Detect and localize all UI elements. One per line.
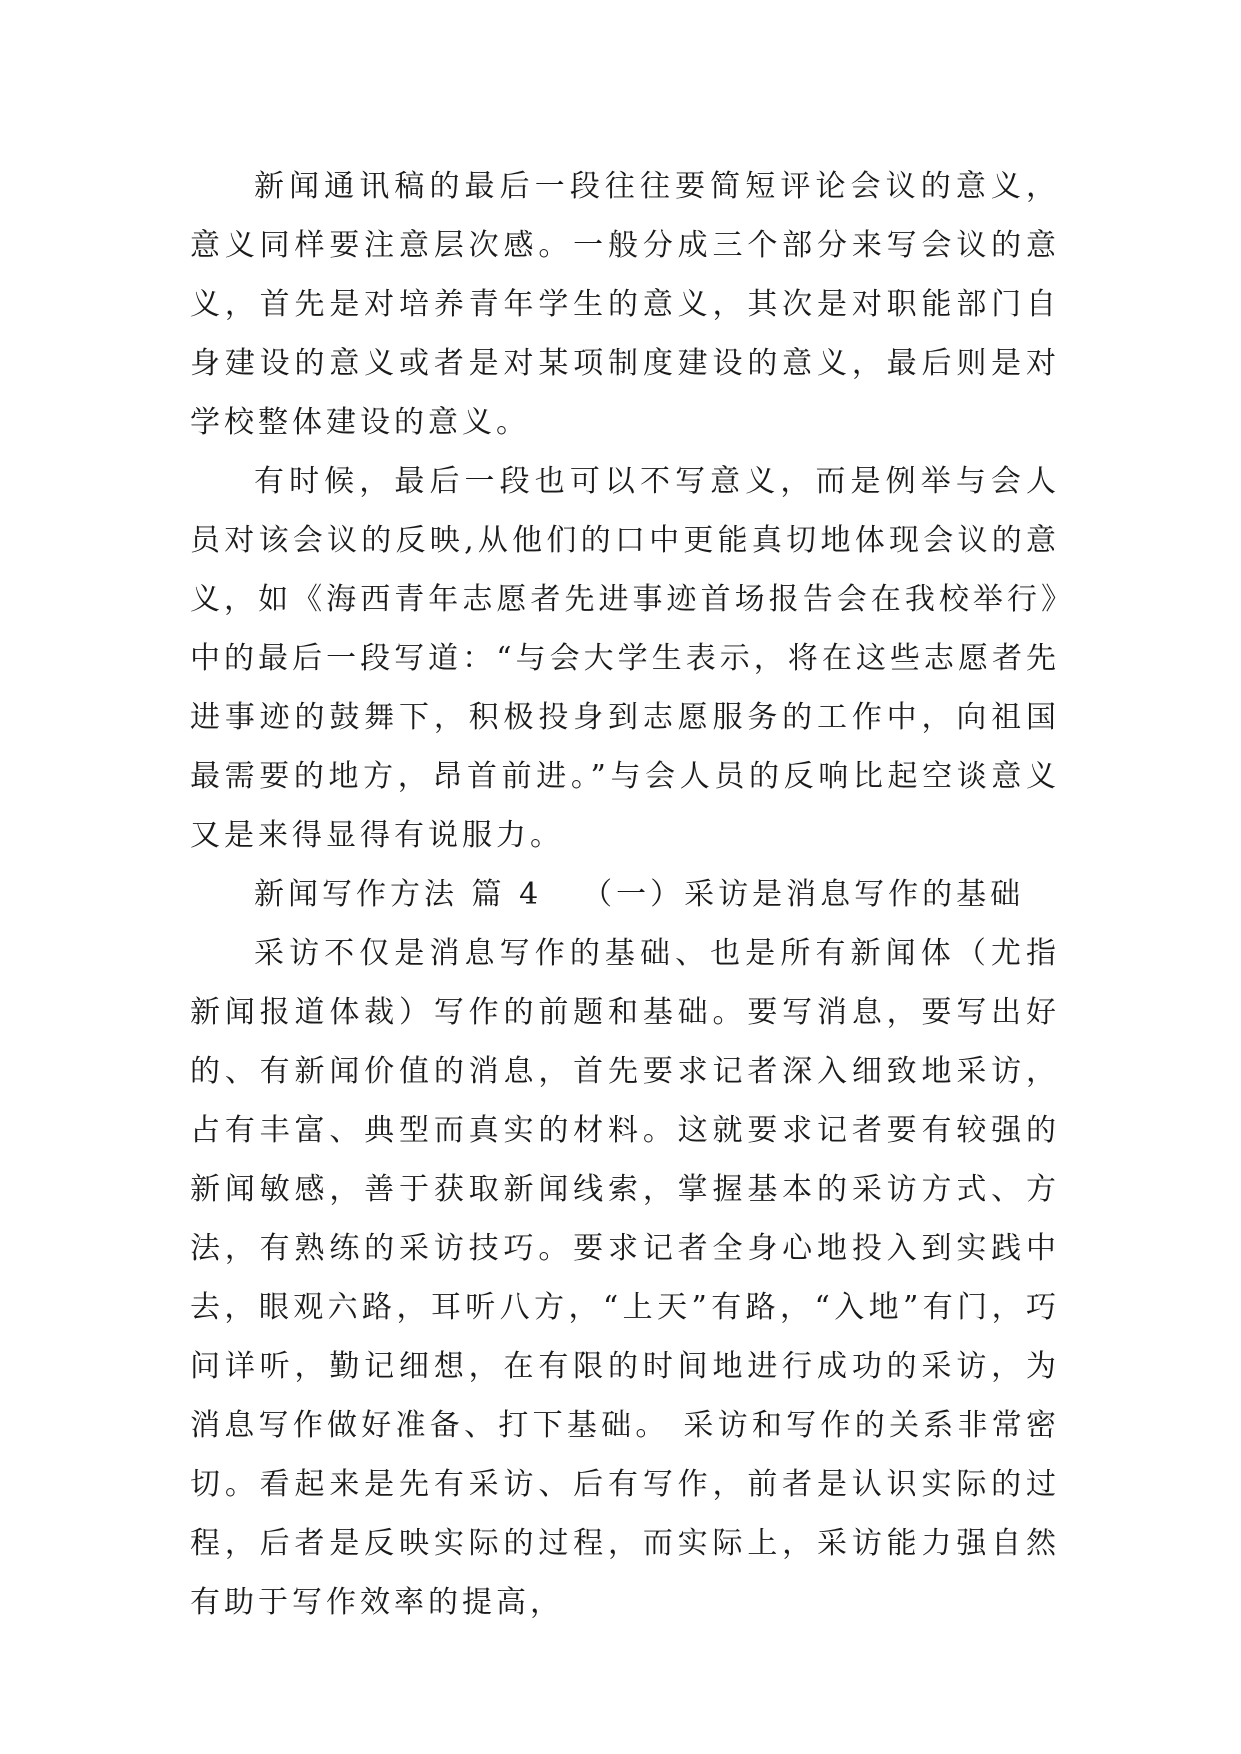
section-heading [190,865,1060,924]
paragraph-attendee-reaction: 有时候，最后一段也可以不写意义，而是例举与会人员对该会议的反映,从他们的口中更能真切地体现会议的意义，如《海西青年志愿者先进事迹首场报告会在我校举行》中的最后一段写道：“与会大学生表示，将在这些志愿者先进事迹的鼓舞下，积极投身到志愿服务的工作中，向祖国最需要的地方，昂首前进。”与会人员的反响比起空谈意义又是来得显得有说服力。 [190,464,1060,853]
paragraph-meeting-significance: 新闻通讯稿的最后一段往往要简短评论会议的意义，意义同样要注意层次感。一般分成三个部分来写会议的意义，首先是对培养青年学生的意义，其次是对职能部门自身建设的意义或者是对某项制度建设的意义，最后则是对学校整体建设的意义。 [190,169,1060,440]
section-subtitle: （一）采访是消息写作的基础 [582,877,1025,912]
paragraph-interview-basis: 采访不仅是消息写作的基础、也是所有新闻体（尤指新闻报道体裁）写作的前题和基础。要写消息，要写出好的、有新闻价值的消息，首先要求记者深入细致地采访，占有丰富、典型而真实的材料。这就要求记者要有较强的新闻敏感，善于获取新闻线索，掌握基本的采访方式、方法，有熟练的采访技巧。要求记者全身心地投入到实践中去，眼观六路，耳听八方，“上天”有路，“入地”有门，巧问详听，勤记细想，在有限的时间地进行成功的采访，为消息写作做好准备、打下基础。 采访和写作的关系非常密切。看起来是先有采访、后有写作，前者是认识实际的过程，后者是反映实际的过程，而实际上，采访能力强自然有助于写作效率的提高， [190,936,1060,1620]
document-body [190,157,1060,1632]
section-title: 新闻写作方法 [254,877,458,912]
section-number: 篇 4 [471,877,543,912]
